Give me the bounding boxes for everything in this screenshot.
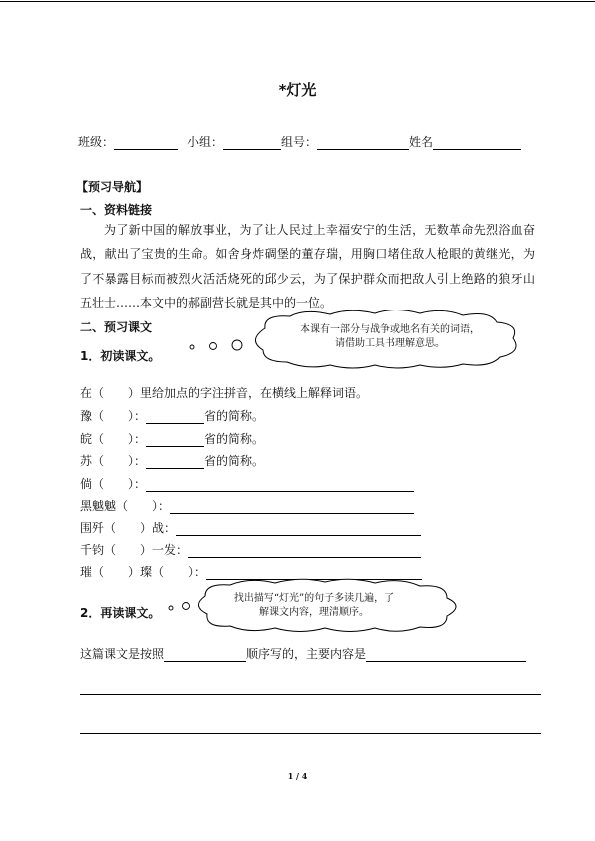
group-blank: [223, 136, 281, 150]
cloud-2-text: 找出描写“灯光”的句子多读几遍，了解课文内容，理清顺序。: [233, 593, 395, 618]
name-blank: [433, 136, 521, 150]
step1-label: 1．初读课文。: [80, 349, 161, 363]
class-label: 班级：: [78, 135, 115, 149]
step1-instruction: 在（ ）里给加点的字注拼音，在横线上解释词语。: [80, 386, 369, 400]
part2-heading: 二、预习课文: [80, 320, 153, 334]
vocab-row: 围歼（ ）战：: [80, 519, 421, 536]
answer-line: [80, 733, 541, 734]
vocab-row: 苏（ ）： 省的简称。: [80, 454, 265, 468]
page-title: *灯光: [278, 81, 317, 99]
cloud-1-text: 本课有一部分与战争或地名有关的词语，请借助工具书理解意思。: [300, 324, 480, 349]
name-label: 姓名: [409, 135, 434, 149]
vocab-row: 璀（ ）璨（ ）：: [80, 563, 422, 580]
group-number-label: 组号：: [281, 135, 318, 149]
part1-heading: 一、资料链接: [80, 203, 153, 217]
page-number: 1 / 4: [287, 771, 308, 781]
vocab-row: 豫（ ）： 省的简称。: [80, 409, 265, 423]
order-sentence: 这篇课文是按照 顺序写的，主要内容是: [80, 645, 526, 662]
vocab-row: 千钧（ ）一发：: [80, 541, 421, 558]
student-info-row: [78, 133, 521, 150]
vocab-row: 倘（ ）：: [80, 475, 414, 492]
section-nav-heading: 【预习导航】: [76, 180, 149, 194]
class-blank: [114, 136, 178, 150]
vocab-row: 黑魆魆（ ）：: [80, 497, 414, 514]
part1-paragraph: 为了新中国的解放事业，为了让人民过上幸福安宁的生活，无数革命先烈浴血奋战，献出了宝贵的生命。如舍身炸碉堡的董存瑞，用胸口堵住敌人枪眼的黄继光，为了不暴露目标而被烈火活活烧死的邱少云，为了保护群众而把敌人引上绝路的狼牙山五壮士……本文中的郝副营长就是其中的一位。: [80, 223, 535, 310]
step2-label: 2．再读课文。: [80, 606, 161, 620]
group-label: 小组：: [187, 135, 224, 149]
vocab-row: 皖（ ）： 省的简称。: [80, 432, 265, 446]
top-rule: [0, 1, 595, 2]
answer-line: [80, 694, 541, 695]
group-number-blank: [317, 136, 409, 150]
